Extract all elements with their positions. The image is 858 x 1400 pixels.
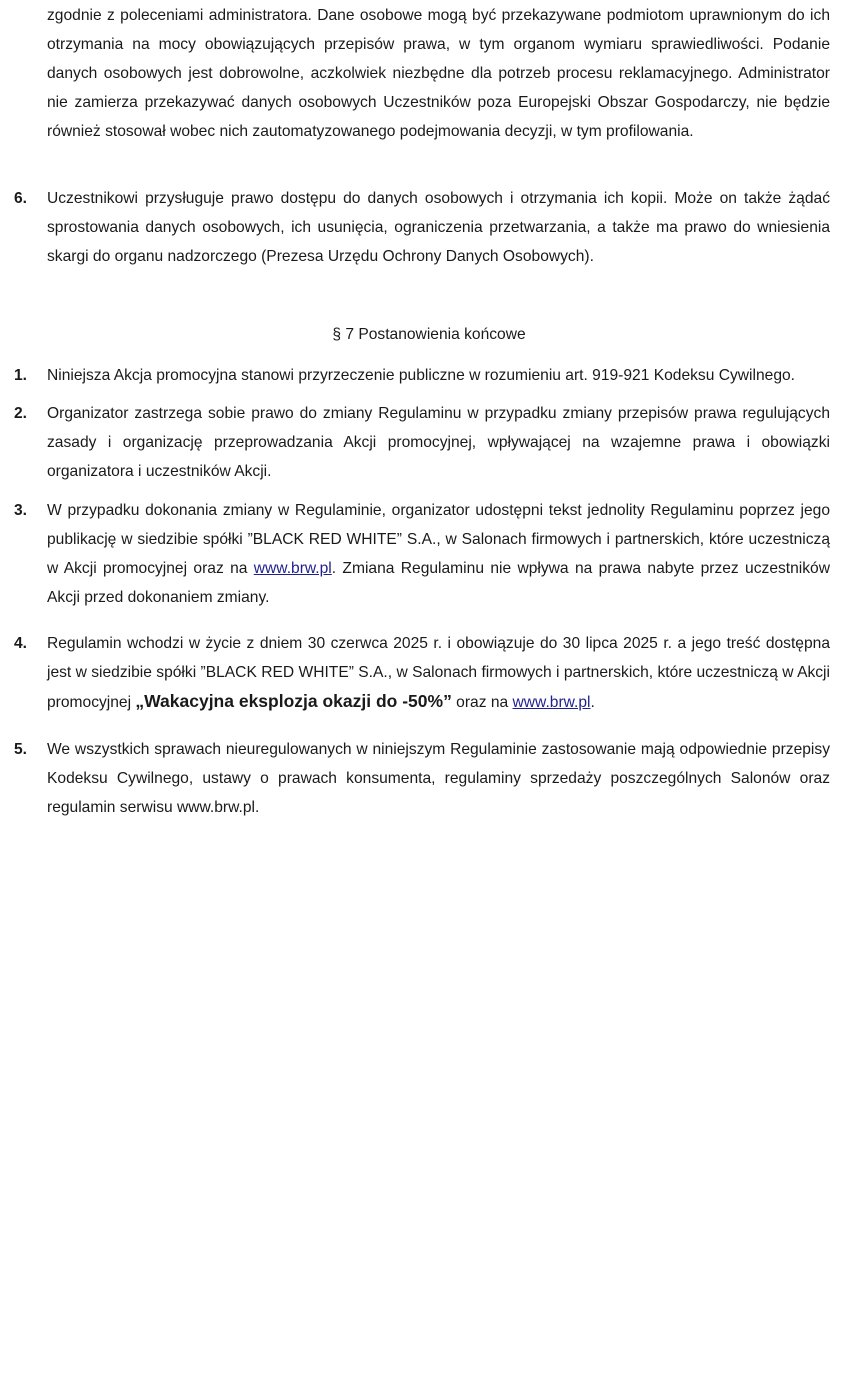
s7-item-5-text: We wszystkich sprawach nieuregulowanych w niniejszym Regulaminie zastosowanie mają odpowiednie przepisy Kodeksu Cywilnego, ustawy o prawach konsumenta, regulaminy sprzedaży poszczególnych Salonów oraz regulamin serwisu www.brw.pl. [47, 741, 830, 816]
s7-item-4-text-before: Regulamin wchodzi w życie z dniem 30 czerwca 2025 r. i obowiązuje do 30 lipca 2025 r. a jego treść dostępna jest w siedzibie spółki ”BLACK RED WHITE” S.A., w Salonach firmowych i partnerskich, które uczestniczą w Akcji promocyjnej [47, 635, 830, 711]
s7-item-1-text: Niniejsza Akcja promocyjna stanowi przyrzeczenie publiczne w rozumieniu art. 919-921 Kodeksu Cywilnego. [47, 367, 795, 384]
item-6-text: Uczestnikowi przysługuje prawo dostępu do danych osobowych i otrzymania ich kopii. Może on także żądać sprostowania danych osobowych, ich usunięcia, ograniczenia przetwarzania, a także ma prawo do wniesienia skargi do organu nadzorczego (Prezesa Urzędu Ochrony Danych Osobowych). [47, 190, 830, 265]
intro-paragraph: zgodnie z poleceniami administratora. Dane osobowe mogą być przekazywane podmiotom uprawnionym do ich otrzymania na mocy obowiązujących przepisów prawa, w tym organom wymiaru sprawiedliwości. Podanie danych osobowych jest dobrowolne, aczkolwiek niezbędne dla potrzeb procesu reklamacyjnego. Administrator nie zamierza przekazywać danych osobowych Uczestników poza Europejski Obszar Gospodarczy, nie będzie również stosował wobec nich zautomatyzowanego podejmowania decyzji, w tym profilowania. [47, 7, 830, 140]
s7-item-4-number: 4. [14, 635, 28, 652]
s7-item-4-text [47, 629, 830, 717]
s7-item-4-text-after: . [590, 694, 595, 711]
s7-item-5-number: 5. [14, 741, 28, 758]
s7-item-3-text-before: W przypadku dokonania zmiany w Regulaminie, organizator udostępni tekst jednolity Regulaminu poprzez jego publikację w siedzibie spółki ”BLACK RED WHITE” S.A., w Salonach firmowych i partnerskich, które uczestniczą w Akcji promocyjnej oraz na [47, 502, 830, 577]
s7-item-3-number: 3. [14, 502, 28, 519]
s7-item-2-text: Organizator zastrzega sobie prawo do zmiany Regulaminu w przypadku zmiany przepisów prawa regulujących zasady i organizację przeprowadzania Akcji promocyjnej, wpływającej na wzajemne prawa i obowiązki organizatora i uczestników Akcji. [47, 405, 830, 480]
s7-item-4-text-middle: oraz na [451, 694, 513, 711]
s7-item-3-text [47, 496, 830, 612]
s7-item-1-number: 1. [14, 367, 28, 384]
promo-name: „Wakacyjna eksplozja okazji do -50%” [135, 691, 452, 711]
brw-link[interactable]: www.brw.pl [512, 694, 591, 711]
section-heading: § 7 Postanowienia końcowe [332, 326, 526, 343]
s7-item-2-number: 2. [14, 405, 28, 422]
brw-link[interactable]: www.brw.pl [253, 560, 332, 577]
s7-item-3-text-after: . Zmiana Regulaminu nie wpływa na prawa nabyte przez uczestników Akcji przed dokonaniem zmiany. [47, 560, 830, 606]
item-6-number: 6. [14, 190, 28, 207]
